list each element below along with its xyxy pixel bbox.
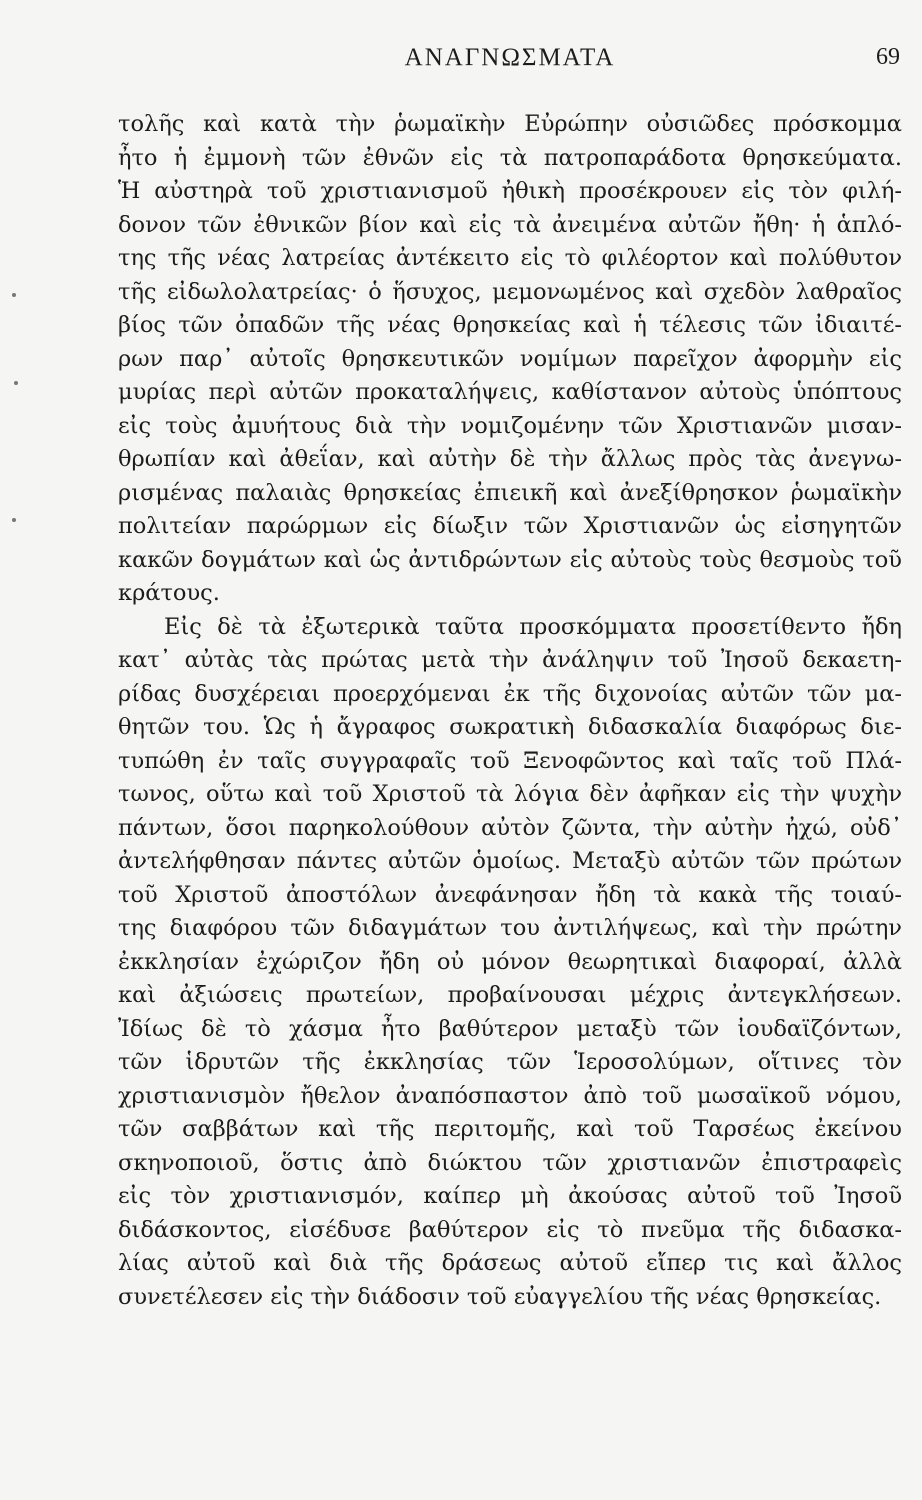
text-line: ρίδας δυσχέρειαι προερχόμεναι ἐκ τῆς διχονοίας αὐτῶν τῶν μα-	[118, 680, 902, 707]
text-line: θητῶν του. Ὡς ἡ ἄγραφος σωκρατικὴ διδασκαλία διαφόρως διε-	[118, 714, 902, 740]
text-line: ρισμένας παλαιὰς θρησκείας ἐπιεικῆ καὶ ἀνεξίθρησκον ῥωμαϊκὴν	[118, 479, 902, 506]
text-line: τῶν ἱδρυτῶν τῆς ἐκκλησίας τῶν Ἱεροσολύμων, οἵτινες τὸν	[118, 1049, 902, 1075]
text-line: ἀντελήφθησαν πάντες αὐτῶν ὁμοίως. Μεταξὺ αὐτῶν τῶν πρώτων	[118, 848, 902, 874]
text-line: πάντων, ὅσοι παρηκολούθουν αὐτὸν ζῶντα, τὴν αὐτὴν ἠχώ, οὐδ᾽	[118, 814, 902, 841]
margin-speck	[12, 518, 16, 522]
paragraph-end-line: κράτους.	[118, 580, 220, 606]
text-line: ἐκκλησίαν ἐχώριζον ἤδη οὐ μόνον θεωρητικαὶ διαφοραί, ἀλλὰ	[118, 948, 902, 975]
text-line: κατ᾽ αὐτὰς τὰς πρώτας μετὰ τὴν ἀνάληψιν τοῦ Ἰησοῦ δεκαετη-	[118, 647, 902, 673]
text-line: εἰς τοὺς ἀμυήτους διὰ τὴν νομιζομένην τῶν Χριστιανῶν μισαν-	[118, 412, 902, 439]
text-line: πολιτείαν παρώρμων εἰς δίωξιν τῶν Χριστιανῶν ὡς εἰσηγητῶν	[118, 513, 902, 539]
running-head: ΑΝΑΓΝΩΣΜΑΤΑ	[404, 44, 616, 71]
body-text	[118, 108, 902, 1314]
paragraph-end-line: συνετέλεσεν εἰς τὴν διάδοσιν τοῦ εὐαγγελίου τῆς νέας θρησκείας.	[118, 1283, 882, 1310]
text-line: δονον τῶν ἐθνικῶν βίον καὶ εἰς τὰ ἀνειμένα αὐτῶν ἤθη· ἡ ἁπλό-	[118, 211, 902, 238]
text-line: τῆς εἰδωλολατρείας· ὁ ἥσυχος, μεμονωμένος καὶ σχεδὸν λαθραῖος	[118, 278, 902, 305]
text-line: εἰς τὸν χριστιανισμόν, καίπερ μὴ ἀκούσας αὐτοῦ τοῦ Ἰησοῦ	[118, 1183, 902, 1209]
text-line: χριστιανισμὸν ἤθελον ἀναπόσπαστον ἀπὸ τοῦ μωσαϊκοῦ νόμου,	[118, 1082, 902, 1109]
text-line: τυπώθη ἐν ταῖς συγγραφαῖς τοῦ Ξενοφῶντος καὶ ταῖς τοῦ Πλά-	[118, 747, 902, 774]
text-line: της διαφόρου τῶν διδαγμάτων του ἀντιλήψεως, καὶ τὴν πρώτην	[118, 915, 902, 941]
margin-speck	[14, 381, 18, 385]
text-line: τοῦ Χριστοῦ ἀποστόλων ἀνεφάνησαν ἤδη τὰ κακὰ τῆς τοιαύ-	[118, 881, 902, 908]
text-line: μυρίας περὶ αὐτῶν προκαταλήψεις, καθίστανον αὐτοὺς ὑπόπτους	[118, 379, 902, 405]
text-line: βίος τῶν ὀπαδῶν τῆς νέας θρησκείας καὶ ἡ τέλεσις τῶν ἰδιαιτέ-	[118, 312, 902, 338]
text-line: ρων παρ᾽ αὐτοῖς θρησκευτικῶν νομίμων παρεῖχον ἀφορμὴν εἰς	[118, 345, 902, 372]
text-line: διδάσκοντος, εἰσέδυσε βαθύτερον εἰς τὸ πνεῦμα τῆς διδασκα-	[118, 1216, 902, 1243]
page-number: 69	[876, 44, 900, 70]
text-line: Ἡ αὐστηρὰ τοῦ χριστιανισμοῦ ἠθικὴ προσέκρουεν εἰς τὸν φιλή-	[118, 178, 902, 204]
paragraph-start-line: Εἰς δὲ τὰ ἐξωτερικὰ ταῦτα προσκόμματα προσετίθεντο ἤδη	[164, 613, 902, 640]
text-line: ἦτο ἡ ἐμμονὴ τῶν ἐθνῶν εἰς τὰ πατροπαράδοτα θρησκεύματα.	[118, 144, 902, 171]
text-line: σκηνοποιοῦ, ὅστις ἀπὸ διώκτου τῶν χριστιανῶν ἐπιστραφεὶς	[118, 1149, 902, 1176]
text-line: τολῆς καὶ κατὰ τὴν ῥωμαϊκὴν Εὐρώπην οὐσιῶδες πρόσκομμα	[118, 111, 902, 137]
text-line: της τῆς νέας λατρείας ἀντέκειτο εἰς τὸ φιλέορτον καὶ πολύθυτον	[118, 245, 902, 271]
text-line: τῶν σαββάτων καὶ τῆς περιτομῆς, καὶ τοῦ Ταρσέως ἐκείνου	[118, 1116, 902, 1142]
text-line: τωνος, οὕτω καὶ τοῦ Χριστοῦ τὰ λόγια δὲν ἀφῆκαν εἰς τὴν ψυχὴν	[118, 781, 902, 807]
page-header	[118, 40, 902, 80]
text-line: Ἰδίως δὲ τὸ χάσμα ἦτο βαθύτερον μεταξὺ τῶν ἰουδαϊζόντων,	[118, 1015, 902, 1042]
text-line: κακῶν δογμάτων καὶ ὡς ἀντιδρώντων εἰς αὐτοὺς τοὺς θεσμοὺς τοῦ	[118, 546, 902, 573]
text-line: καὶ ἀξιώσεις πρωτείων, προβαίνουσαι μέχρις ἀντεγκλήσεων.	[118, 982, 902, 1008]
text-line: λίας αὐτοῦ καὶ διὰ τῆς δράσεως αὐτοῦ εἴπερ τις καὶ ἄλλος	[118, 1250, 902, 1276]
text-line: θρωπίαν καὶ ἀθεΐαν, καὶ αὐτὴν δὲ τὴν ἄλλως πρὸς τὰς ἀνεγνω-	[118, 446, 902, 472]
margin-speck	[12, 293, 16, 297]
